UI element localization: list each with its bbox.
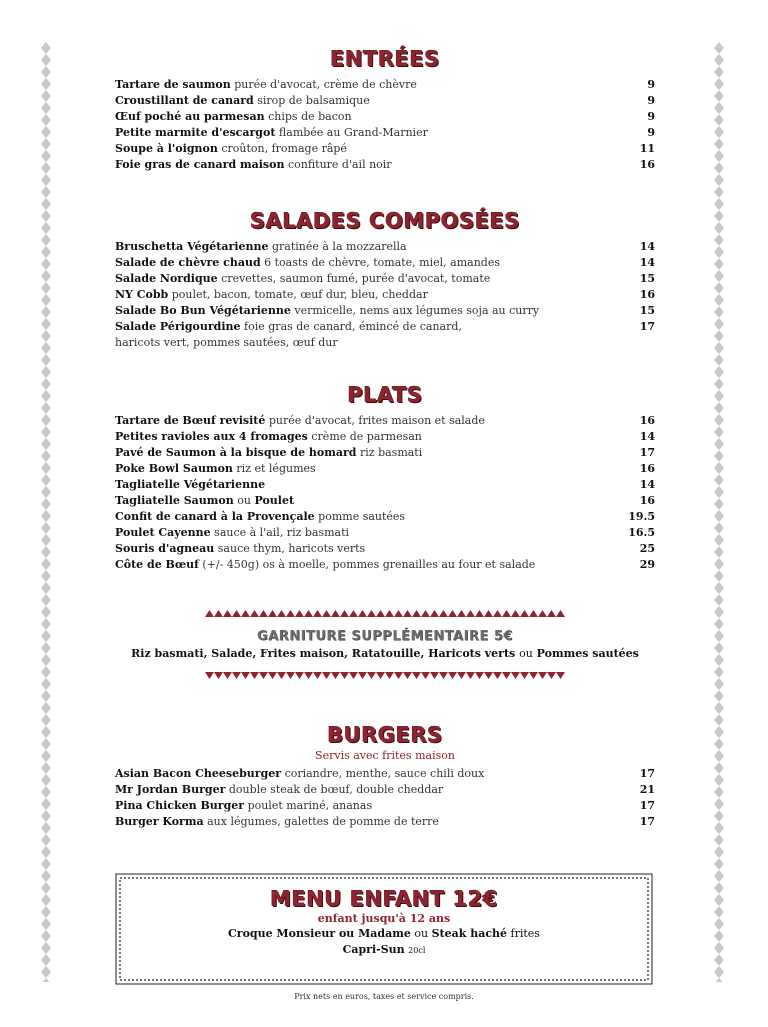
salades-title: SALADES COMPOSÉES [249,209,521,233]
menu-item-desc: flambée au Grand-Marnier [278,126,428,139]
menu-item-name: Salade Bo Bun Végétarienne [115,304,291,317]
menu-item [115,493,655,509]
menu-item-price: 16 [639,158,655,171]
menu-item-desc: riz et légumes [236,462,316,475]
menu-item-desc: poulet, bacon, tomate, œuf dur, bleu, cheddar [171,288,428,301]
menu-item-desc: foie gras de canard, émincé de canard, [244,320,462,333]
menu-item-text [115,255,621,271]
menu-enfant-title: MENU ENFANT 12€ [270,887,498,911]
menu-item-desc: poulet mariné, ananas [247,799,373,812]
menu-item-price: 17 [639,799,655,812]
menu-item-price: 14 [639,240,655,253]
menu-item-name: Tartare de saumon [115,78,231,91]
menu-item-text [115,782,621,798]
menu-item [115,798,655,814]
garniture-ou: ou [519,647,533,660]
menu-item-text [115,541,621,557]
menu-item [115,157,655,173]
menu-item-name: Soupe à l'oignon [115,142,218,155]
menu-item [115,125,655,141]
menu-item-text [115,93,621,109]
menu-item [115,461,655,477]
garniture-bottom-divider [205,672,565,680]
menu-item [115,77,655,93]
menu-item-desc: sauce thym, haricots verts [217,542,366,555]
menu-enfant-box [114,872,654,986]
entrees-section [115,46,655,173]
menu-item-desc: confiture d'ail noir [287,158,392,171]
plats-title: PLATS [347,383,423,407]
menu-item-name: Salade de chèvre chaud [115,256,261,269]
menu-item-desc: sauce à l'ail, riz basmati [214,526,350,539]
burgers-title: BURGERS [327,723,443,747]
menu-item-price: 14 [639,430,655,443]
menu-item-text [115,141,621,157]
menu-item-price: 11 [639,142,655,155]
menu-item-price: 9 [647,94,655,107]
menu-item [115,814,655,830]
menu-item-text [115,766,621,782]
menu-item-desc: double steak de bœuf, double cheddar [228,783,444,796]
garniture-list-part2: Pommes sautées [536,647,639,660]
menu-item-text [115,525,621,541]
burgers-subtitle: Servis avec frites maison [315,749,455,762]
menu-item-text [115,125,621,141]
menu-item-name: Œuf poché au parmesan [115,110,265,123]
menu-item-desc: (+/- 450g) os à moelle, pommes grenailles au four et salade [202,558,536,571]
menu-enfant-line2 [114,942,654,959]
menu-item-price: 17 [639,767,655,780]
menu-item-price: 15 [639,304,655,317]
garniture-list-part1: Riz basmati, Salade, Frites maison, Ratatouille, Haricots verts [131,647,516,660]
menu-item [115,557,655,573]
menu-item-desc: pomme sautées [318,510,406,523]
menu-item-price: 16 [639,462,655,475]
menu-item-text [115,557,621,573]
garniture-list [115,646,655,662]
menu-item-price: 19.5 [628,510,655,523]
menu-item-desc: aux légumes, galettes de pomme de terre [207,815,439,828]
menu-item-price: 29 [639,558,655,571]
menu-item-text [115,239,621,255]
menu-item-text [115,445,621,461]
garniture-section [115,628,655,662]
menu-item-name: Souris d'agneau [115,542,215,555]
menu-item-name: Salade Nordique [115,272,218,285]
menu-item-price: 17 [639,320,655,333]
menu-item-price: 25 [639,542,655,555]
garniture-top-divider [205,609,565,617]
menu-item [115,319,655,351]
menu-item [115,766,655,782]
menu-item-name: Pavé de Saumon à la bisque de homard [115,446,357,459]
menu-item-price: 21 [639,783,655,796]
menu-enfant-caprisun: Capri-Sun [342,943,405,956]
menu-item-text [115,319,621,351]
menu-item [115,413,655,429]
menu-item-price: 9 [647,78,655,91]
menu-item-name: Salade Périgourdine [115,320,241,333]
menu-item-text [115,429,621,445]
menu-item-name: Bruschetta Végétarienne [115,240,269,253]
menu-item-text [115,109,621,125]
menu-item-desc: croûton, fromage râpé [221,142,347,155]
menu-enfant-frites: frites [510,927,540,940]
menu-item-desc: vermicelle, nems aux légumes soja au curry [294,304,540,317]
menu-item-name: Croustillant de canard [115,94,254,107]
menu-item-name: Tagliatelle Saumon [115,494,234,507]
menu-item-text [115,461,621,477]
menu-item-price: 17 [639,815,655,828]
menu-item-name: Mr Jordan Burger [115,783,226,796]
menu-item-text [115,77,621,93]
menu-item [115,109,655,125]
menu-item-name: Petite marmite d'escargot [115,126,276,139]
menu-item-name: Poulet Cayenne [115,526,211,539]
menu-item-desc: crevettes, saumon fumé, purée d'avocat, tomate [221,272,491,285]
menu-item-price: 16.5 [628,526,655,539]
menu-item-name: Côte de Bœuf [115,558,199,571]
menu-item [115,239,655,255]
garniture-title: GARNITURE SUPPLÉMENTAIRE 5€ [257,629,513,644]
menu-item [115,782,655,798]
menu-item-price: 14 [639,478,655,491]
menu-item-price: 9 [647,126,655,139]
menu-item-desc: purée d'avocat, crème de chèvre [234,78,417,91]
menu-item-desc: crème de parmesan [311,430,422,443]
menu-item [115,255,655,271]
menu-item-desc: 6 toasts de chèvre, tomate, miel, amandes [264,256,500,269]
menu-item-text [115,798,621,814]
menu-enfant-line1 [114,926,654,942]
menu-item [115,429,655,445]
menu-item-price: 15 [639,272,655,285]
menu-enfant-caprisun-size: 20cl [408,946,426,955]
menu-enfant-croque: Croque Monsieur ou Madame [228,927,411,940]
menu-item-text [115,287,621,303]
menu-item [115,445,655,461]
menu-item-desc: purée d'avocat, frites maison et salade [268,414,485,427]
menu-item-name-alt: Poulet [254,494,295,507]
menu-item [115,93,655,109]
footer-note: Prix nets en euros, taxes et service compris. [294,992,474,1001]
entrees-title: ENTRÉES [330,47,440,71]
menu-item-desc: gratinée à la mozzarella [271,240,407,253]
menu-item-price: 16 [639,494,655,507]
menu-item-text [115,493,621,509]
plats-list [115,413,655,573]
menu-item-price: 16 [639,414,655,427]
right-zigzag-border [714,42,724,982]
menu-item-desc: riz basmati [360,446,423,459]
menu-item-desc-cont: haricots vert, pommes sautées, œuf dur [115,336,338,349]
menu-item-name: Pina Chicken Burger [115,799,245,812]
menu-item-text [115,271,621,287]
menu-item-name: Tagliatelle Végétarienne [115,478,266,491]
menu-item-name: Confit de canard à la Provençale [115,510,315,523]
menu-item-name: Tartare de Bœuf revisité [115,414,266,427]
menu-item-desc: coriandre, menthe, sauce chili doux [284,767,485,780]
menu-item [115,541,655,557]
menu-enfant-ou: ou [414,927,429,940]
menu-item-text [115,157,621,173]
menu-item [115,303,655,319]
menu-item [115,525,655,541]
plats-section [115,382,655,573]
menu-item [115,287,655,303]
burgers-list [115,766,655,830]
menu-item-desc: ou [237,494,251,507]
menu-item-name: Asian Bacon Cheeseburger [115,767,282,780]
menu-item-name: Foie gras de canard maison [115,158,285,171]
menu-item-text [115,413,621,429]
menu-item [115,509,655,525]
menu-item-text [115,477,621,493]
menu-item-name: NY Cobb [115,288,169,301]
salades-list [115,239,655,351]
menu-item-price: 16 [639,288,655,301]
menu-enfant-steak: Steak haché [431,927,508,940]
salades-section [115,208,655,351]
menu-item-name: Poke Bowl Saumon [115,462,233,475]
left-zigzag-border [41,42,51,982]
menu-item-text [115,509,621,525]
menu-item [115,271,655,287]
menu-item-name: Petites ravioles aux 4 fromages [115,430,308,443]
menu-item-price: 9 [647,110,655,123]
menu-item-text [115,303,621,319]
entrees-list [115,77,655,173]
menu-item [115,141,655,157]
menu-item-price: 17 [639,446,655,459]
menu-item-text [115,814,621,830]
menu-item-name: Burger Korma [115,815,204,828]
menu-item-desc: sirop de balsamique [257,94,370,107]
menu-enfant-subtitle: enfant jusqu'à 12 ans [317,912,451,925]
menu-item-desc: chips de bacon [268,110,352,123]
menu-item-price: 14 [639,256,655,269]
burgers-section [115,722,655,830]
menu-item [115,477,655,493]
